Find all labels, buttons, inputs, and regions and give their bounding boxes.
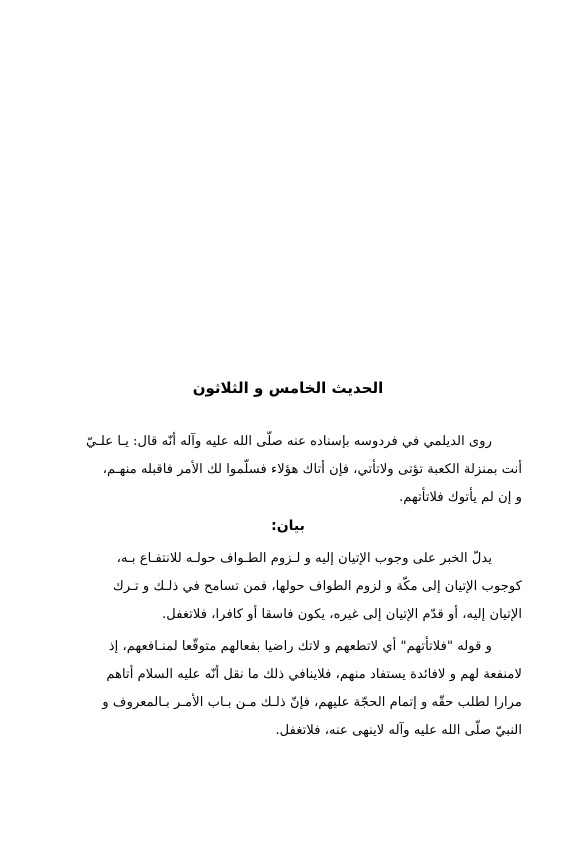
bayan-heading: بيان: — [271, 518, 305, 534]
explanation-paragraph — [60, 633, 522, 745]
text-line: يدلّ الخبر على وجوب الإتيان إليه و لـزوم الطـواف حولـه للانتفـاع بـه، — [116, 551, 492, 566]
text-line: مرارا لطلب حقّه و إتمام الحجّة عليهم، فإنّ ذلـك مـن بـاب الأمـر بـالمعروف و — [102, 695, 522, 710]
text-line: أنت بمنزلة الكعبة تؤتى ولاتأتي، فإن أتاك هؤلاء فسلّموا لك الأمر فاقبله منهـم، — [102, 462, 522, 477]
text-line: النبيّ صلّى الله عليه وآله لاينهى عنه، فلاتغفل. — [275, 723, 522, 738]
hadith-title: الحديث الخامس و الثلاثون — [192, 379, 384, 397]
text-line: و إن لم يأتوك فلاتأتهم. — [399, 490, 522, 505]
text-line: الإتيان إليه، أو قدّم الإتيان إلى غيره، يكون فاسقا أو كافرا، فلاتغفل. — [162, 607, 522, 622]
text-line: لامنفعة لهم و لافائدة يستفاد منهم، فلاينافي ذلك ما نقل أنّه عليه السلام أتاهم — [106, 667, 522, 682]
hadith-text — [60, 428, 522, 512]
text-line: و قوله "فلاتأتهم" أي لاتطعهم و لاتك راضيا بفعالهم متوقّعا لمنـافعهم، إذ — [108, 639, 492, 654]
explanation-paragraph — [60, 545, 522, 629]
text-line: روى الديلمي في فردوسه بإسناده عنه صلّى الله عليه وآله أنّه قال: يـا علـيّ — [86, 434, 492, 449]
text-line: كوجوب الإتيان إلى مكّة و لزوم الطواف حولها، فمن تسامح في ذلـك و تـرك — [113, 579, 522, 594]
